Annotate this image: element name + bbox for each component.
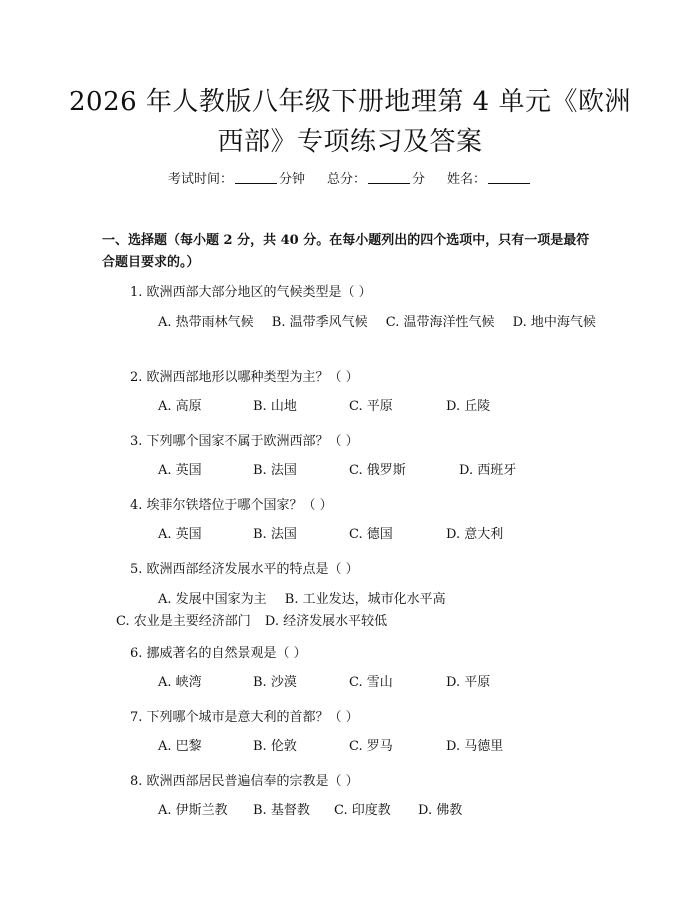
option: D. 西班牙 — [459, 463, 517, 478]
option: D. 平原 — [446, 675, 491, 690]
option: C. 雪山 — [349, 675, 393, 690]
option: D. 经济发展水平较低 — [264, 614, 388, 629]
option: B. 山地 — [253, 399, 297, 414]
option: C. 德国 — [349, 527, 393, 542]
option: D. 佛教 — [418, 803, 463, 818]
option: B. 工业发达，城市化水平高 — [284, 592, 446, 607]
question-options — [102, 312, 598, 334]
option: C. 平原 — [349, 399, 393, 414]
score-unit: 分 — [412, 172, 426, 187]
option: D. 马德里 — [446, 739, 504, 754]
option: C. 农业是主要经济部门 — [116, 614, 251, 629]
question-stem: 5. 欧洲西部经济发展水平的特点是（ ） — [130, 562, 359, 577]
time-unit: 分钟 — [278, 172, 305, 187]
option: A. 伊斯兰教 — [158, 803, 228, 818]
option: D. 地中海气候 — [512, 315, 596, 330]
option: B. 沙漠 — [253, 675, 297, 690]
option: A. 高原 — [158, 399, 202, 414]
option: C. 温带海洋性气候 — [385, 315, 495, 330]
document-title: 2026 年人教版八年级下册地理第 4 单元《欧洲西部》专项练习及答案 — [68, 87, 631, 157]
option: C. 俄罗斯 — [349, 463, 406, 478]
option: A. 峡湾 — [158, 675, 202, 690]
option: A. 发展中国家为主 — [158, 592, 267, 607]
question-stem: 3. 下列哪个国家不属于欧洲西部？（ ） — [130, 434, 359, 449]
option: A. 英国 — [158, 527, 202, 542]
name-label: 姓名： — [447, 172, 487, 187]
option: B. 基督教 — [253, 803, 310, 818]
score-label: 总分： — [326, 172, 366, 187]
question-stem: 4. 埃菲尔铁塔位于哪个国家？（ ） — [130, 498, 333, 513]
score-blank — [368, 171, 410, 184]
question-stem: 1. 欧洲西部大部分地区的气候类型是（ ） — [130, 285, 372, 300]
question-stem: 6. 挪威著名的自然景观是（ ） — [130, 646, 307, 661]
option: B. 伦敦 — [253, 739, 297, 754]
time-blank — [235, 171, 277, 184]
section-heading: 一、选择题（每小题 2 分，共 40 分。在每小题列出的四个选项中，只有一项是最符合题目要求的。） — [102, 233, 590, 270]
question-options — [102, 589, 598, 633]
option: C. 罗马 — [349, 739, 393, 754]
question-stem: 7. 下列哪个城市是意大利的首都？（ ） — [130, 710, 359, 725]
question-stem: 2. 欧洲西部地形以哪种类型为主？（ ） — [130, 370, 359, 385]
option: A. 巴黎 — [158, 739, 202, 754]
option: B. 法国 — [253, 527, 297, 542]
question-stem: 8. 欧洲西部居民普遍信奉的宗教是（ ） — [130, 774, 359, 789]
option: B. 温带季风气候 — [271, 315, 368, 330]
option: B. 法国 — [253, 463, 297, 478]
option: D. 丘陵 — [446, 399, 491, 414]
time-label: 考试时间： — [167, 172, 233, 187]
name-blank — [488, 171, 530, 184]
option: A. 热带雨林气候 — [158, 315, 254, 330]
exam-info-line — [0, 168, 700, 187]
option: C. 印度教 — [334, 803, 391, 818]
option: D. 意大利 — [446, 527, 504, 542]
option: A. 英国 — [158, 463, 202, 478]
